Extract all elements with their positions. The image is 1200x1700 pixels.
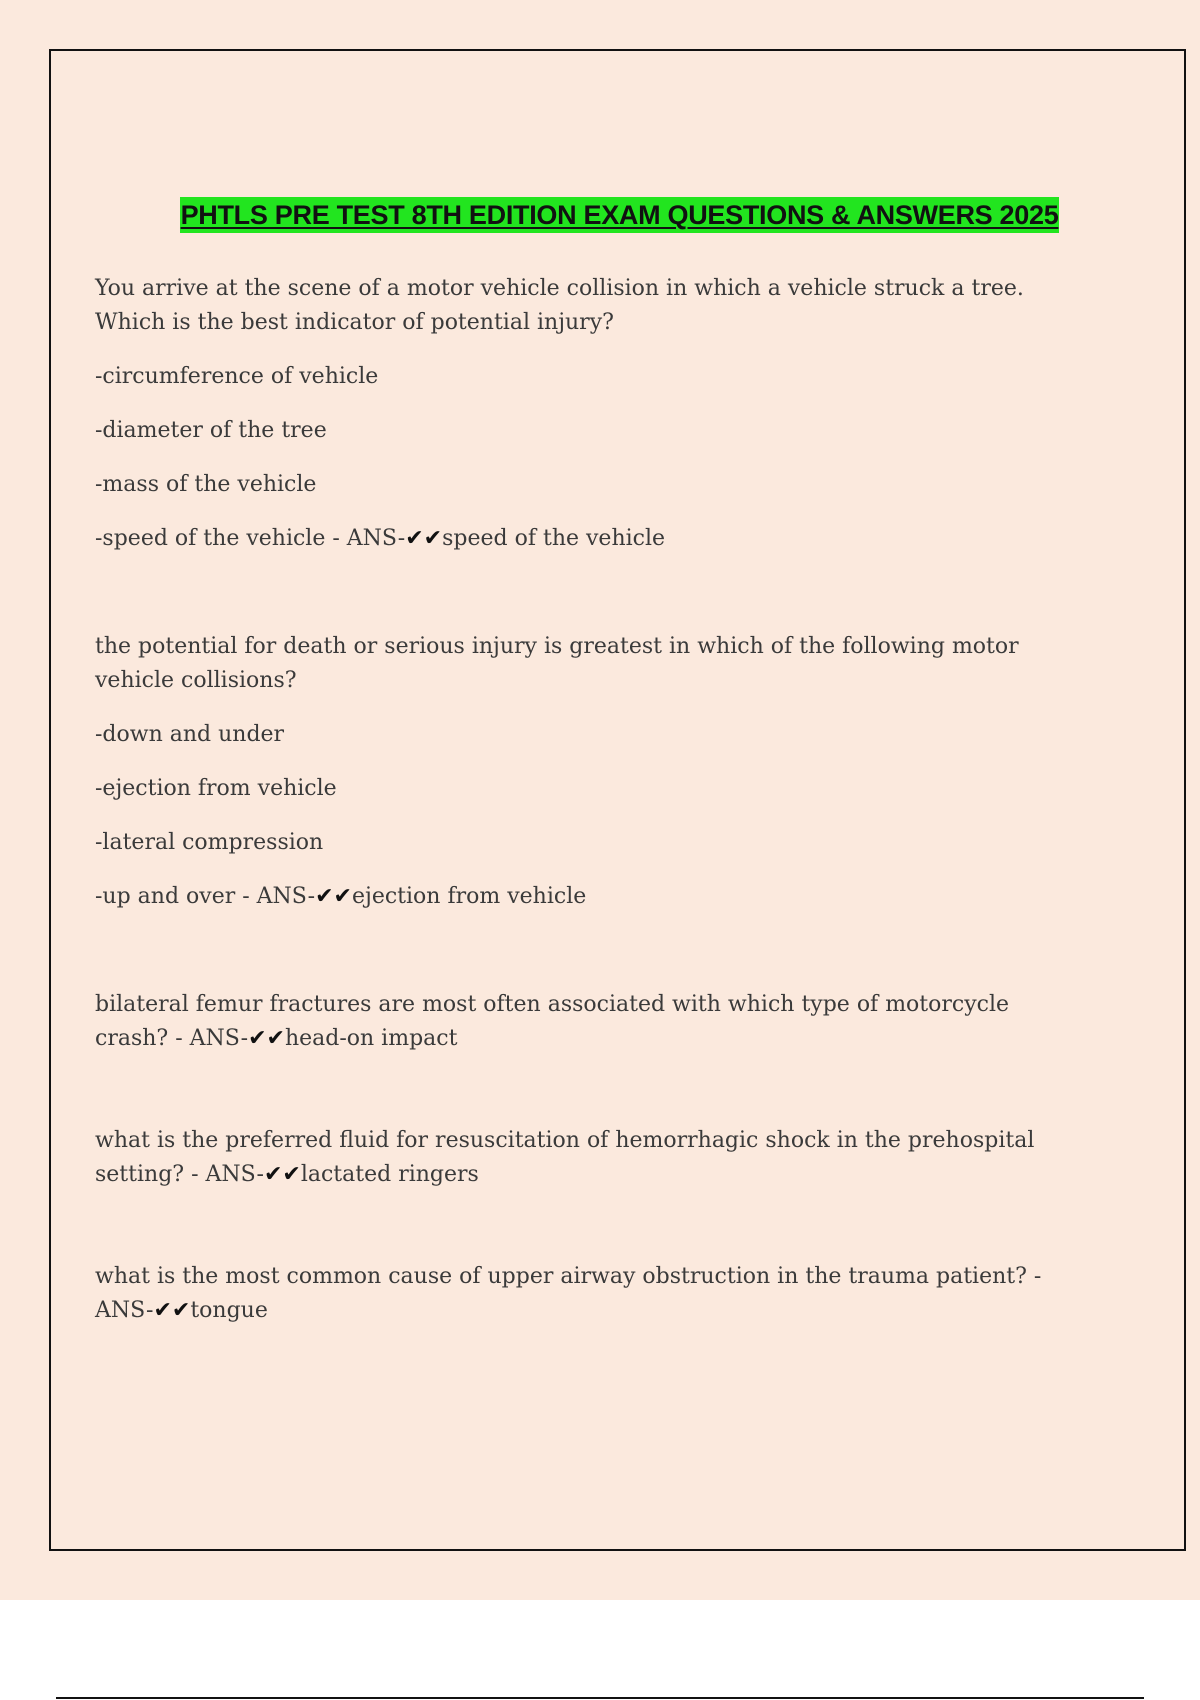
- question-with-answer: [95, 988, 1075, 1056]
- correct-answer: ejection from vehicle: [352, 884, 587, 909]
- correct-answer: speed of the vehicle: [442, 526, 666, 551]
- check-mark-icon: ✔✔: [248, 1026, 285, 1051]
- document-title: PHTLS PRE TEST 8TH EDITION EXAM QUESTIONS & ANSWERS 2025: [180, 197, 1060, 233]
- answer-option: -up and over - ANS-: [95, 884, 316, 909]
- answer-option: -diameter of the tree: [95, 418, 327, 443]
- correct-answer: lactated ringers: [300, 1162, 479, 1187]
- check-mark-icon: ✔✔: [263, 1162, 301, 1187]
- title-wrapper: [51, 197, 1188, 233]
- question-list: [95, 272, 1075, 1396]
- answer-option: -lateral compression: [95, 830, 324, 855]
- question-with-answer: [95, 1124, 1075, 1192]
- question-block-1: [95, 272, 1075, 556]
- correct-answer: head-on impact: [284, 1026, 458, 1051]
- question-block-4: [95, 1124, 1075, 1192]
- question-block-2: [95, 630, 1075, 914]
- check-mark-icon: ✔✔: [405, 526, 443, 551]
- check-mark-icon: ✔✔: [153, 1298, 191, 1323]
- answer-option-with-answer: [95, 522, 1075, 556]
- answer-option: -down and under: [95, 722, 285, 747]
- question-text: bilateral femur fractures are most often associated with which type of motorcycle crash? - ANS-: [95, 992, 1010, 1051]
- correct-answer: tongue: [190, 1298, 268, 1323]
- footer-divider: [56, 1697, 1144, 1699]
- answer-option: -ejection from vehicle: [95, 776, 337, 801]
- question-with-answer: [95, 1260, 1075, 1328]
- check-mark-icon: ✔✔: [315, 884, 352, 909]
- question-text: what is the most common cause of upper airway obstruction in the trauma patient? - ANS-: [95, 1264, 1042, 1323]
- question-text: the potential for death or serious injury is greatest in which of the following motor vehicle collisions?: [95, 634, 1019, 693]
- question-block-3: [95, 988, 1075, 1056]
- answer-option: -circumference of vehicle: [95, 364, 379, 389]
- question-block-5: [95, 1260, 1075, 1328]
- answer-option: -mass of the vehicle: [95, 472, 317, 497]
- question-text: what is the preferred fluid for resuscitation of hemorrhagic shock in the prehospital setting? - ANS-: [95, 1128, 1035, 1187]
- question-text: You arrive at the scene of a motor vehicle collision in which a vehicle struck a tree. Which is the best indicator of potential injury?: [95, 276, 1024, 335]
- answer-option-with-answer: [95, 880, 1075, 914]
- answer-option: -speed of the vehicle - ANS-: [95, 526, 406, 551]
